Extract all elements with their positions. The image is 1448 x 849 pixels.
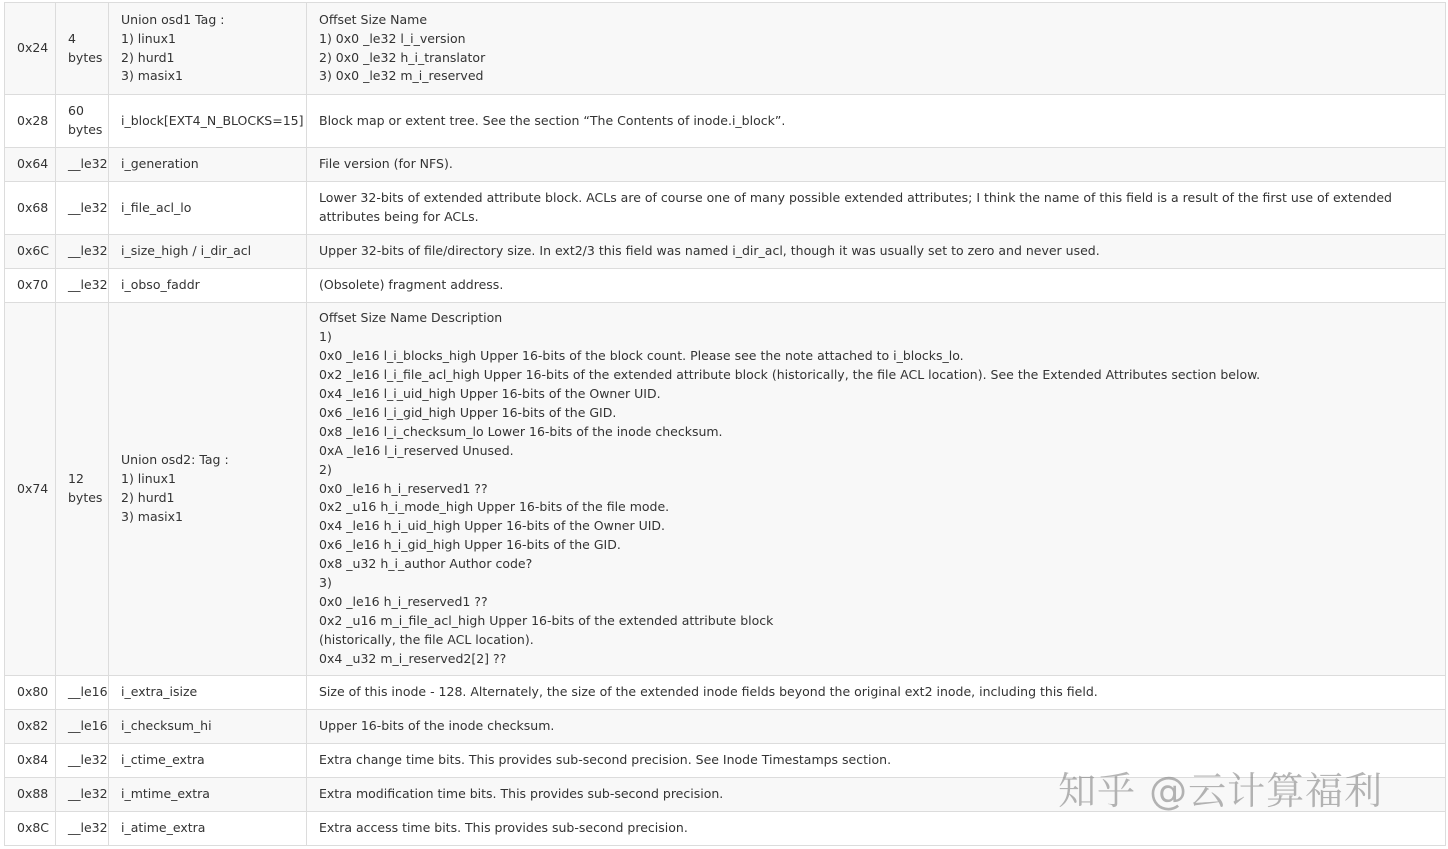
table-row	[5, 812, 1446, 846]
zhihu-watermark: 知乎 @云计算福利	[1058, 769, 1384, 813]
name-line: 3) masix1	[121, 68, 183, 84]
name-line: i_generation	[121, 156, 199, 172]
offset-value: 0x74	[17, 480, 49, 496]
inode-fields-table	[4, 2, 1446, 846]
offset-value: 0x28	[17, 112, 49, 128]
description-line: Size of this inode - 128. Alternately, the size of the extended inode fields beyond the original ext2 inode, including this field.	[319, 684, 1098, 700]
description-line: 0x0 _le16 h_i_reserved1 ??	[319, 593, 488, 609]
size-cell	[56, 182, 109, 235]
offset-cell	[5, 710, 56, 744]
size-cell	[56, 148, 109, 182]
offset-value: 0x80	[17, 684, 49, 700]
offset-cell	[5, 744, 56, 778]
offset-cell	[5, 303, 56, 676]
table-row	[5, 182, 1446, 235]
size-line: __le32	[68, 786, 108, 802]
table-row	[5, 269, 1446, 303]
name-cell	[109, 744, 307, 778]
name-line: 2) hurd1	[121, 490, 175, 505]
size-line: bytes	[68, 122, 103, 137]
description-line: 0x8 _u32 h_i_author Author code?	[319, 556, 533, 572]
description-line: Upper 32-bits of file/directory size. In ext2/3 this field was named i_dir_acl, though it was usually set to zero and never used.	[319, 243, 1100, 259]
size-cell	[56, 3, 109, 95]
size-cell	[56, 235, 109, 269]
offset-cell	[5, 778, 56, 812]
name-line: i_size_high / i_dir_acl	[121, 243, 252, 259]
table-row	[5, 95, 1446, 148]
description-line: 0x4 _le16 l_i_uid_high Upper 16-bits of the Owner UID.	[319, 386, 661, 402]
name-line: 2) hurd1	[121, 49, 175, 65]
offset-cell	[5, 269, 56, 303]
size-line: bytes	[68, 490, 103, 505]
size-line: __le32	[68, 277, 108, 293]
size-line: __le32	[68, 243, 108, 259]
description-cell	[307, 3, 1446, 95]
name-cell	[109, 3, 307, 95]
offset-value: 0x82	[17, 718, 49, 734]
description-line: 0x4 _u32 m_i_reserved2[2] ??	[319, 650, 507, 666]
size-cell	[56, 95, 109, 148]
description-cell	[307, 676, 1446, 710]
name-line: 3) masix1	[121, 508, 183, 524]
table-row	[5, 235, 1446, 269]
offset-cell	[5, 3, 56, 95]
description-line: Offset Size Name Description	[319, 310, 503, 326]
description-line: 0xA _le16 l_i_reserved Unused.	[319, 442, 514, 458]
description-line: 0x6 _le16 l_i_gid_high Upper 16-bits of the GID.	[319, 404, 617, 420]
description-line: Block map or extent tree. See the section “The Contents of inode.i_block”.	[319, 112, 786, 128]
name-line: i_extra_isize	[121, 684, 198, 700]
description-line: Extra modification time bits. This provides sub-second precision.	[319, 786, 724, 802]
description-line: 2)	[319, 461, 332, 477]
table-row	[5, 3, 1446, 95]
description-cell	[307, 235, 1446, 269]
name-line: Union osd1 Tag :	[121, 11, 225, 27]
size-cell	[56, 778, 109, 812]
name-cell	[109, 710, 307, 744]
size-cell	[56, 744, 109, 778]
description-cell	[307, 812, 1446, 846]
description-line: Extra access time bits. This provides sub-second precision.	[319, 820, 688, 836]
size-cell	[56, 269, 109, 303]
offset-value: 0x6C	[17, 243, 50, 259]
table-row	[5, 148, 1446, 182]
size-line: __le16	[68, 684, 108, 700]
description-cell	[307, 269, 1446, 303]
description-line: 3)	[319, 575, 332, 591]
offset-value: 0x88	[17, 786, 49, 802]
size-cell	[56, 812, 109, 846]
size-line: __le32	[68, 820, 108, 836]
name-cell	[109, 778, 307, 812]
description-line: 0x2 _u16 m_i_file_acl_high Upper 16-bits of the extended attribute block	[319, 612, 774, 628]
offset-value: 0x64	[17, 156, 49, 172]
size-cell	[56, 303, 109, 676]
name-line: i_checksum_hi	[121, 718, 212, 734]
name-cell	[109, 95, 307, 148]
name-cell	[109, 182, 307, 235]
name-line: Union osd2: Tag :	[121, 452, 229, 468]
description-cell	[307, 182, 1446, 235]
name-cell	[109, 269, 307, 303]
offset-cell	[5, 812, 56, 846]
description-line: File version (for NFS).	[319, 156, 453, 172]
offset-cell	[5, 676, 56, 710]
description-line: 1)	[319, 329, 332, 345]
offset-value: 0x70	[17, 277, 49, 293]
size-cell	[56, 710, 109, 744]
description-line: 0x8 _le16 l_i_checksum_lo Lower 16-bits of the inode checksum.	[319, 423, 723, 439]
table-body	[5, 3, 1446, 846]
name-cell	[109, 303, 307, 676]
offset-cell	[5, 182, 56, 235]
name-line: 1) linux1	[121, 30, 176, 46]
description-cell	[307, 303, 1446, 676]
offset-value: 0x84	[17, 752, 49, 768]
offset-cell	[5, 235, 56, 269]
name-line: 1) linux1	[121, 471, 176, 487]
description-line: (historically, the file ACL location).	[319, 631, 534, 647]
description-line: 0x0 _le16 l_i_blocks_high Upper 16-bits of the block count. Please see the note attached to i_blocks_lo.	[319, 348, 964, 364]
name-cell	[109, 235, 307, 269]
description-line: 0x4 _le16 h_i_uid_high Upper 16-bits of the Owner UID.	[319, 518, 666, 534]
size-line: 4	[68, 30, 76, 46]
name-cell	[109, 148, 307, 182]
name-line: i_obso_faddr	[121, 277, 200, 293]
offset-cell	[5, 148, 56, 182]
size-cell	[56, 676, 109, 710]
description-text: Lower 32-bits of extended attribute block. ACLs are of course one of many possible extended attributes; I think the name of this field is a result of the first use of extended attributes being for ACLs.	[319, 190, 1392, 224]
description-cell	[307, 710, 1446, 744]
description-line: 2) 0x0 _le32 h_i_translator	[319, 49, 486, 65]
offset-value: 0x68	[17, 199, 49, 215]
name-line: i_mtime_extra	[121, 786, 210, 802]
size-line: 60	[68, 103, 84, 119]
offset-value: 0x8C	[17, 820, 50, 836]
description-line: 3) 0x0 _le32 m_i_reserved	[319, 68, 484, 84]
size-line: __le16	[68, 718, 108, 734]
offset-value: 0x24	[17, 40, 49, 56]
offset-cell	[5, 95, 56, 148]
description-line: 0x0 _le16 h_i_reserved1 ??	[319, 480, 488, 496]
name-line: i_file_acl_lo	[121, 199, 192, 215]
description-line: Offset Size Name	[319, 11, 428, 27]
description-cell	[307, 95, 1446, 148]
description-cell	[307, 148, 1446, 182]
name-cell	[109, 676, 307, 710]
description-line: (Obsolete) fragment address.	[319, 277, 504, 293]
description-line: 1) 0x0 _le32 l_i_version	[319, 30, 466, 46]
table-row	[5, 303, 1446, 676]
table-row	[5, 676, 1446, 710]
description-line: 0x6 _le16 h_i_gid_high Upper 16-bits of the GID.	[319, 537, 621, 553]
size-line: __le32	[68, 752, 108, 768]
name-line: i_block[EXT4_N_BLOCKS=15]	[121, 112, 304, 128]
size-line: __le32	[68, 199, 108, 215]
size-line: 12	[68, 471, 84, 487]
name-cell	[109, 812, 307, 846]
description-line: 0x2 _le16 l_i_file_acl_high Upper 16-bits of the extended attribute block (historically, the file ACL location). See the Extended Attributes section below.	[319, 367, 1261, 383]
description-line: Upper 16-bits of the inode checksum.	[319, 718, 555, 734]
table-row	[5, 710, 1446, 744]
description-line: Extra change time bits. This provides sub-second precision. See Inode Timestamps section.	[319, 752, 892, 768]
size-line: bytes	[68, 49, 103, 65]
size-line: __le32	[68, 156, 108, 172]
description-line: 0x2 _u16 h_i_mode_high Upper 16-bits of the file mode.	[319, 499, 670, 515]
name-line: i_atime_extra	[121, 820, 206, 836]
name-line: i_ctime_extra	[121, 752, 205, 768]
